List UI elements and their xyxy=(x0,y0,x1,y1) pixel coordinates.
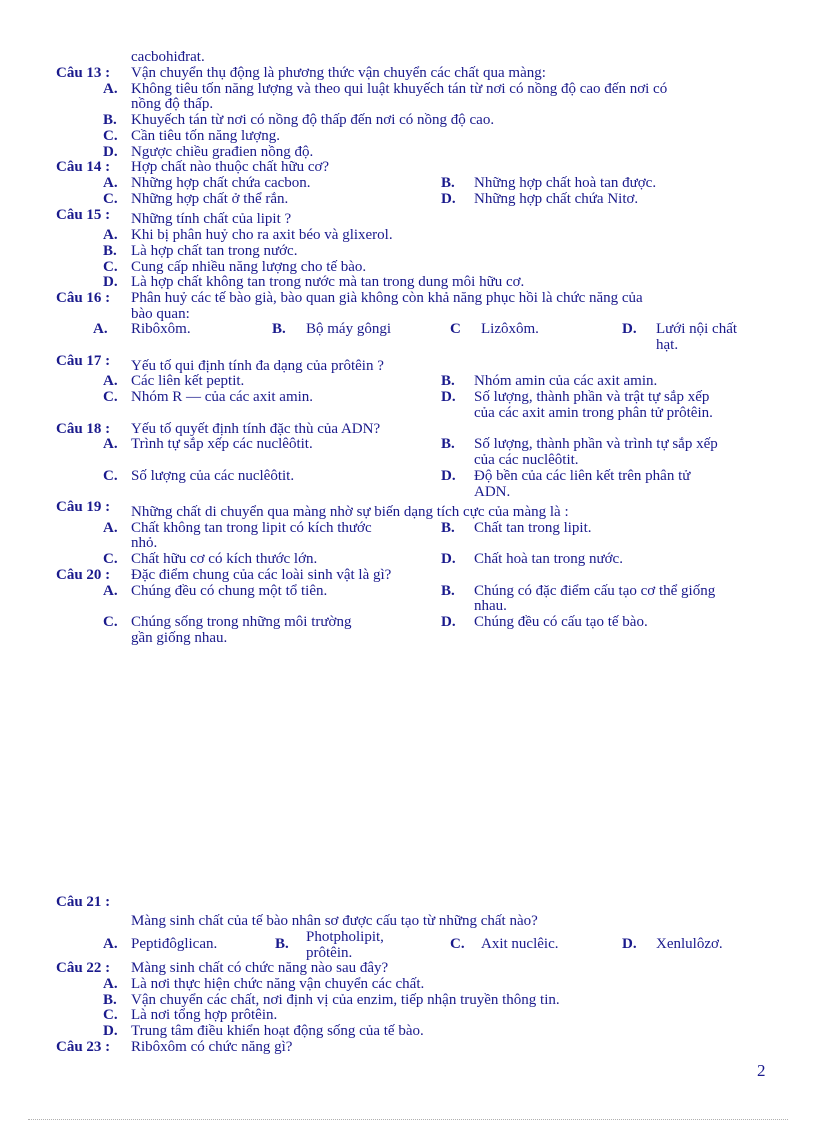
text-line: Là nơi thực hiện chức năng vận chuyển các chất. xyxy=(131,976,425,992)
option-letter: C. xyxy=(103,259,118,275)
option-letter: C xyxy=(450,321,461,337)
option-letter: A. xyxy=(103,936,118,952)
option-letter: D. xyxy=(103,274,118,290)
option-letter: A. xyxy=(93,321,108,337)
option-letter: B. xyxy=(275,936,289,952)
text-line: hạt. xyxy=(656,337,679,353)
text-line: của các axit amin trong phân tử prôtêin. xyxy=(474,405,713,421)
text-line: Vận chuyển thụ động là phương thức vận chuyển các chất qua màng: xyxy=(131,65,546,81)
question-number: Câu 13 : xyxy=(56,65,111,81)
option-letter: A. xyxy=(103,227,118,243)
text-line: Phân huỷ các tế bào già, bào quan già không còn khả năng phục hồi là chức năng của xyxy=(131,290,643,306)
option-letter: A. xyxy=(103,583,118,599)
option-letter: A. xyxy=(103,175,118,191)
text-line: Những hợp chất chứa Nitơ. xyxy=(474,191,639,207)
option-letter: C. xyxy=(103,468,118,484)
text-line: Chất hữu cơ có kích thước lớn. xyxy=(131,551,318,567)
text-line: Là hợp chất không tan trong nước mà tan trong dung môi hữu cơ. xyxy=(131,274,525,290)
text-line: Nhóm R — của các axit amin. xyxy=(131,389,314,405)
text-line: Cần tiêu tốn năng lượng. xyxy=(131,128,280,144)
option-letter: C. xyxy=(103,551,118,567)
option-letter: B. xyxy=(441,373,455,389)
text-line: bào quan: xyxy=(131,306,190,322)
text-line: Bộ máy gôngi xyxy=(306,321,391,337)
option-letter: B. xyxy=(103,243,117,259)
text-line: Xenlulôzơ. xyxy=(656,936,723,952)
text-line: Ribôxôm có chức năng gì? xyxy=(131,1039,293,1055)
question-number: Câu 16 : xyxy=(56,290,111,306)
text-line: gần giống nhau. xyxy=(131,630,228,646)
question-number: Câu 21 : xyxy=(56,894,111,910)
option-letter: A. xyxy=(103,81,118,97)
option-letter: C. xyxy=(103,389,118,405)
text-line: nhau. xyxy=(474,598,507,614)
option-letter: B. xyxy=(441,583,455,599)
option-letter: A. xyxy=(103,520,118,536)
text-line: Khuyếch tán từ nơi có nồng độ thấp đến nơi có nồng độ cao. xyxy=(131,112,495,128)
option-letter: D. xyxy=(441,614,456,630)
text-line: Màng sinh chất của tế bào nhân sơ được cấu tạo từ những chất nào? xyxy=(131,913,538,929)
option-letter: A. xyxy=(103,436,118,452)
text-line: Độ bền của các liên kết trên phân tử xyxy=(474,468,691,484)
text-line: Khi bị phân huỷ cho ra axit béo và glixerol. xyxy=(131,227,393,243)
text-line: Yếu tố qui định tính đa dạng của prôtêin ? xyxy=(131,358,384,374)
text-line: Đặc điểm chung của các loài sinh vật là gì? xyxy=(131,567,392,583)
text-line: Những hợp chất hoà tan được. xyxy=(474,175,657,191)
text-line: Không tiêu tốn năng lượng và theo qui luật khuyếch tán từ nơi có nồng độ cao đến nơi có xyxy=(131,81,668,97)
option-letter: C. xyxy=(103,614,118,630)
option-letter: C. xyxy=(103,128,118,144)
option-letter: D. xyxy=(441,468,456,484)
text-line: của các nuclêôtit. xyxy=(474,452,579,468)
option-letter: B. xyxy=(441,520,455,536)
text-line: Số lượng của các nuclêôtit. xyxy=(131,468,295,484)
option-letter: B. xyxy=(441,175,455,191)
option-letter: A. xyxy=(103,373,118,389)
text-line: Trung tâm điều khiển hoạt động sống của tế bào. xyxy=(131,1023,424,1039)
text-line: Nhóm amin của các axit amin. xyxy=(474,373,658,389)
option-letter: B. xyxy=(272,321,286,337)
text-line: cacbohiđrat. xyxy=(131,49,205,65)
text-line: Những hợp chất ở thể rắn. xyxy=(131,191,289,207)
text-line: Axit nuclêic. xyxy=(481,936,559,952)
option-letter: D. xyxy=(441,191,456,207)
text-line: Những tính chất của lipit ? xyxy=(131,211,292,227)
option-letter: D. xyxy=(441,389,456,405)
text-line: Là hợp chất tan trong nước. xyxy=(131,243,298,259)
text-line: Các liên kết peptit. xyxy=(131,373,245,389)
text-line: Số lượng, thành phần và trình tự sắp xếp xyxy=(474,436,718,452)
question-number: Câu 15 : xyxy=(56,207,111,223)
text-line: Lưới nội chất xyxy=(656,321,738,337)
option-letter: D. xyxy=(622,936,637,952)
option-letter: D. xyxy=(441,551,456,567)
question-number: Câu 17 : xyxy=(56,353,111,369)
text-line: Hợp chất nào thuộc chất hữu cơ? xyxy=(131,159,330,175)
question-number: Câu 14 : xyxy=(56,159,111,175)
question-number: Câu 18 : xyxy=(56,421,111,437)
page-number: 2 xyxy=(757,1061,766,1080)
text-line: Vận chuyển các chất, nơi định vị của enzim, tiếp nhận truyền thông tin. xyxy=(131,992,560,1008)
question-number: Câu 22 : xyxy=(56,960,111,976)
text-line: nồng độ thấp. xyxy=(131,96,214,112)
text-line: Số lượng, thành phần và trật tự sắp xếp xyxy=(474,389,710,405)
text-line: nhỏ. xyxy=(131,535,158,551)
text-line: Photpholipit, xyxy=(306,929,384,945)
text-line: Những chất di chuyển qua màng nhờ sự biến dạng tích cực của màng là : xyxy=(131,504,569,520)
option-letter: D. xyxy=(622,321,637,337)
text-line: Là nơi tổng hợp prôtêin. xyxy=(131,1007,278,1023)
option-letter: D. xyxy=(103,144,118,160)
option-letter: C. xyxy=(450,936,465,952)
text-line: Lizôxôm. xyxy=(481,321,539,337)
text-line: prôtêin. xyxy=(306,945,353,961)
option-letter: D. xyxy=(103,1023,118,1039)
text-line: Ngược chiều građien nồng độ. xyxy=(131,144,314,160)
text-line: Chúng đều có chung một tổ tiên. xyxy=(131,583,328,599)
text-line: Peptiđôglican. xyxy=(131,936,218,952)
text-line: Chúng có đặc điểm cấu tạo cơ thể giống xyxy=(474,583,716,599)
text-line: Màng sinh chất có chức năng nào sau đây? xyxy=(131,960,389,976)
question-number: Câu 19 : xyxy=(56,499,111,515)
option-letter: A. xyxy=(103,976,118,992)
text-line: Yếu tố quyết định tính đặc thù của ADN? xyxy=(131,421,381,437)
text-line: ADN. xyxy=(474,484,511,500)
question-number: Câu 23 : xyxy=(56,1039,111,1055)
text-line: Chất không tan trong lipit có kích thước xyxy=(131,520,372,536)
option-letter: B. xyxy=(103,112,117,128)
question-number: Câu 20 : xyxy=(56,567,111,583)
option-letter: C. xyxy=(103,191,118,207)
option-letter: B. xyxy=(103,992,117,1008)
text-line: Chất hoà tan trong nước. xyxy=(474,551,623,567)
option-letter: C. xyxy=(103,1007,118,1023)
text-line: Ribôxôm. xyxy=(131,321,191,337)
text-line: Cung cấp nhiều năng lượng cho tế bào. xyxy=(131,259,367,275)
footer-dotted-rule xyxy=(28,1119,788,1120)
text-line: Trình tự sắp xếp các nuclêôtit. xyxy=(131,436,313,452)
text-line: Chất tan trong lipit. xyxy=(474,520,592,536)
text-line: Chúng đều có cấu tạo tế bào. xyxy=(474,614,648,630)
text-line: Những hợp chất chứa cacbon. xyxy=(131,175,311,191)
option-letter: B. xyxy=(441,436,455,452)
text-line: Chúng sống trong những môi trường xyxy=(131,614,352,630)
